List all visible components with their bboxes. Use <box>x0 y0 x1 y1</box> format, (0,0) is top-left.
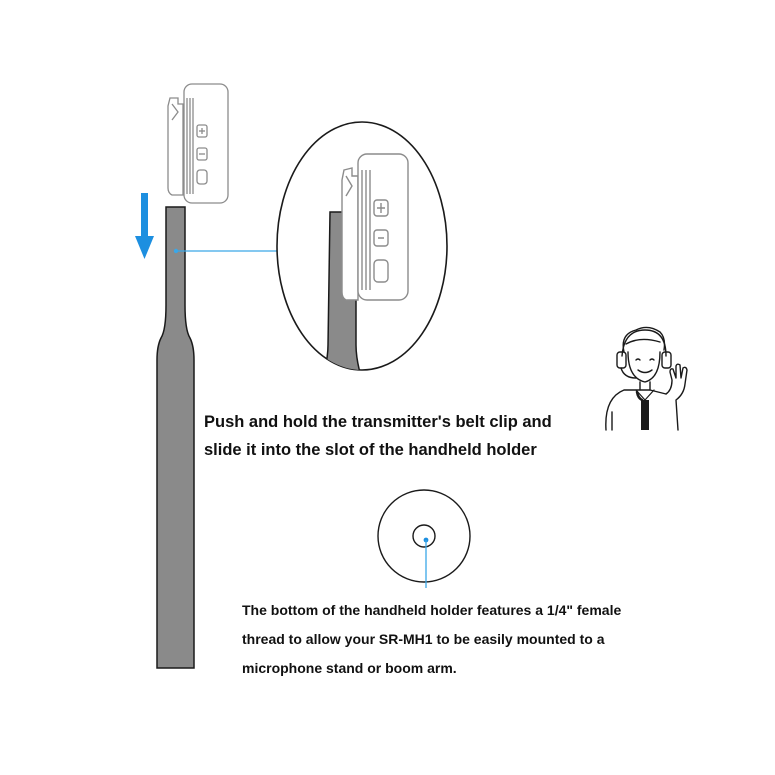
down-arrow-icon <box>135 193 154 259</box>
slide-in-line-1: Push and hold the transmitter's belt clip and <box>204 413 552 431</box>
thread-hole <box>413 525 435 547</box>
person-with-headset-icon <box>606 327 687 430</box>
zoom-detail-view <box>277 122 447 380</box>
transmitter-device <box>168 84 228 203</box>
slide-in-instruction <box>204 408 604 464</box>
slide-in-line-2: slide it into the slot of the handheld holder <box>204 441 537 459</box>
thread-line-3: microphone stand or boom arm. <box>242 660 457 676</box>
zoomed-transmitter <box>342 154 408 300</box>
zoom-leader-line <box>174 249 277 253</box>
thread-line-2: thread to allow your SR-MH1 to be easily mounted to a <box>242 631 605 647</box>
holder-bottom-view <box>378 490 470 588</box>
thread-line-1: The bottom of the handheld holder features a 1/4" female <box>242 602 622 618</box>
bottom-thread-description <box>242 596 712 683</box>
handheld-holder <box>157 207 194 668</box>
